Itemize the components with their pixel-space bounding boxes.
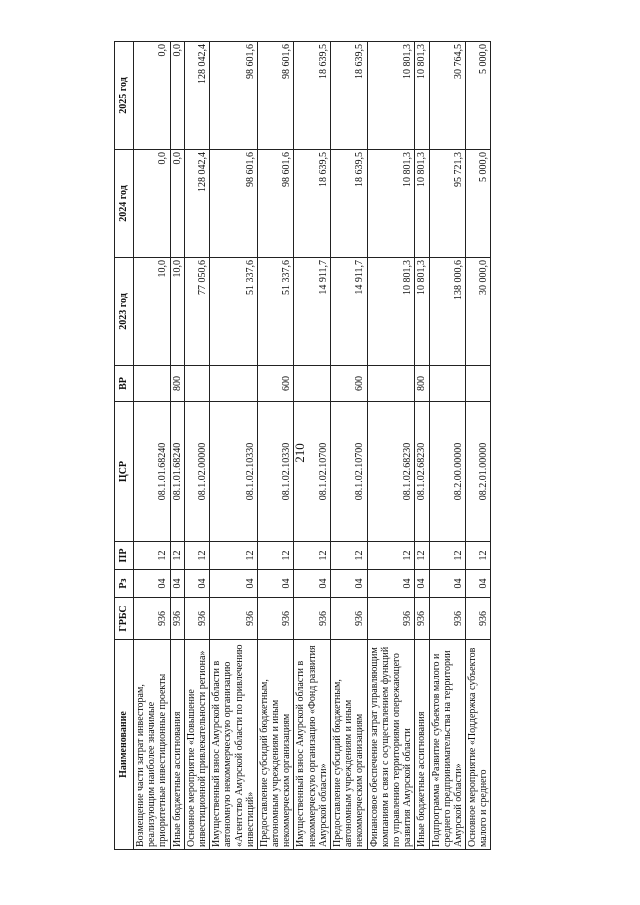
cell-2025: 98 601,6 (257, 42, 294, 150)
cell-rz: 04 (210, 570, 258, 598)
header-grbs: ГРБС (115, 598, 134, 640)
cell-2023: 10,0 (170, 258, 184, 366)
table-row (134, 42, 171, 850)
cell-vr: 600 (257, 366, 294, 402)
cell-2025: 10 801,3 (367, 42, 415, 150)
cell-2023: 10,0 (134, 258, 171, 366)
table-row (210, 42, 258, 850)
cell-pr: 12 (210, 542, 258, 570)
cell-name: Основное мероприятие «Повышение инвестиционной привлекательности региона» (184, 640, 209, 850)
rotated-table (114, 42, 490, 850)
cell-2025: 0,0 (134, 42, 171, 150)
header-2024: 2024 год (115, 150, 134, 258)
cell-2025: 0,0 (170, 42, 184, 150)
header-csr: ЦСР (115, 402, 134, 542)
cell-name: Предоставление субсидий бюджетным, автономным учреждениям и иным некоммерческим организациям (331, 640, 368, 850)
table-row (184, 42, 209, 850)
cell-2023: 30 000,0 (466, 258, 491, 366)
budget-table-container (114, 42, 490, 850)
header-rz: Рз (115, 570, 134, 598)
cell-2025: 5 000,0 (466, 42, 491, 150)
cell-grbs: 936 (367, 598, 415, 640)
cell-rz: 04 (134, 570, 171, 598)
cell-vr (184, 366, 209, 402)
cell-2025: 30 764,5 (429, 42, 466, 150)
page-number: 210 (292, 443, 307, 463)
table-row (257, 42, 294, 850)
cell-csr: 08.1.01.68240 (170, 402, 184, 542)
cell-rz: 04 (466, 570, 491, 598)
cell-pr: 12 (294, 542, 331, 570)
cell-2023: 138 000,6 (429, 258, 466, 366)
header-name: Наименование (115, 640, 134, 850)
cell-2024: 128 042,4 (184, 150, 209, 258)
cell-2025: 18 639,5 (294, 42, 331, 150)
cell-vr (429, 366, 466, 402)
cell-2023: 51 337,6 (257, 258, 294, 366)
cell-2024: 0,0 (134, 150, 171, 258)
cell-rz: 04 (184, 570, 209, 598)
cell-grbs: 936 (466, 598, 491, 640)
cell-csr: 08.1.02.10330 (257, 402, 294, 542)
cell-2024: 18 639,5 (294, 150, 331, 258)
cell-pr: 12 (257, 542, 294, 570)
cell-grbs: 936 (415, 598, 429, 640)
header-2025: 2025 год (115, 42, 134, 150)
cell-csr: 08.1.02.10700 (294, 402, 331, 542)
header-row (115, 42, 134, 850)
budget-table (114, 41, 491, 850)
cell-2023: 77 050,6 (184, 258, 209, 366)
cell-2024: 95 721,3 (429, 150, 466, 258)
table-row (170, 42, 184, 850)
cell-pr: 12 (429, 542, 466, 570)
cell-2024: 10 801,3 (415, 150, 429, 258)
cell-rz: 04 (331, 570, 368, 598)
cell-2024: 5 000,0 (466, 150, 491, 258)
cell-csr: 08.1.02.68230 (415, 402, 429, 542)
cell-vr: 600 (331, 366, 368, 402)
cell-csr: 08.1.01.68240 (134, 402, 171, 542)
cell-csr: 08.1.02.10330 (210, 402, 258, 542)
cell-name: Имущественный взнос Амурской области в некоммерческую организацию «Фонд развития Амурской области» (294, 640, 331, 850)
cell-2023: 14 911,7 (294, 258, 331, 366)
cell-vr: 800 (415, 366, 429, 402)
cell-name: Подпрограмма «Развитие субъектов малого и среднего предпринимательства на территории Амурской области» (429, 640, 466, 850)
table-row (367, 42, 415, 850)
cell-vr (294, 366, 331, 402)
cell-csr: 08.2.00.00000 (429, 402, 466, 542)
cell-pr: 12 (466, 542, 491, 570)
cell-vr (367, 366, 415, 402)
cell-vr: 800 (170, 366, 184, 402)
cell-pr: 12 (170, 542, 184, 570)
cell-2025: 18 639,5 (331, 42, 368, 150)
cell-2024: 98 601,6 (210, 150, 258, 258)
table-row (331, 42, 368, 850)
cell-grbs: 936 (134, 598, 171, 640)
table-row (466, 42, 491, 850)
cell-grbs: 936 (429, 598, 466, 640)
cell-vr (210, 366, 258, 402)
table-row (415, 42, 429, 850)
cell-pr: 12 (184, 542, 209, 570)
cell-2023: 10 801,3 (415, 258, 429, 366)
cell-grbs: 936 (257, 598, 294, 640)
header-vr: ВР (115, 366, 134, 402)
cell-2023: 14 911,7 (331, 258, 368, 366)
cell-pr: 12 (134, 542, 171, 570)
cell-csr: 08.1.02.10700 (331, 402, 368, 542)
cell-vr (466, 366, 491, 402)
cell-vr (134, 366, 171, 402)
cell-grbs: 936 (170, 598, 184, 640)
cell-rz: 04 (415, 570, 429, 598)
cell-grbs: 936 (184, 598, 209, 640)
cell-csr: 08.2.01.00000 (466, 402, 491, 542)
cell-2025: 128 042,4 (184, 42, 209, 150)
cell-rz: 04 (257, 570, 294, 598)
cell-2023: 10 801,3 (367, 258, 415, 366)
cell-rz: 04 (367, 570, 415, 598)
cell-rz: 04 (294, 570, 331, 598)
cell-2024: 98 601,6 (257, 150, 294, 258)
cell-rz: 04 (170, 570, 184, 598)
header-2023: 2023 год (115, 258, 134, 366)
header-pr: ПР (115, 542, 134, 570)
cell-name: Финансовое обеспечение затрат управляющим компаниям в связи с осуществлением функций по управлению территориями опережающего развития Амурской области (367, 640, 415, 850)
cell-2024: 18 639,5 (331, 150, 368, 258)
cell-2024: 0,0 (170, 150, 184, 258)
cell-name: Иные бюджетные ассигнования (170, 640, 184, 850)
cell-grbs: 936 (331, 598, 368, 640)
cell-name: Возмещение части затрат инвесторам, реализующим наиболее значимые приоритетные инвестиционные проекты (134, 640, 171, 850)
table-row (429, 42, 466, 850)
cell-grbs: 936 (210, 598, 258, 640)
table-row (294, 42, 331, 850)
cell-2023: 51 337,6 (210, 258, 258, 366)
cell-pr: 12 (367, 542, 415, 570)
cell-pr: 12 (331, 542, 368, 570)
cell-2025: 98 601,6 (210, 42, 258, 150)
cell-2024: 10 801,3 (367, 150, 415, 258)
cell-rz: 04 (429, 570, 466, 598)
cell-grbs: 936 (294, 598, 331, 640)
cell-name: Иные бюджетные ассигнования (415, 640, 429, 850)
cell-name: Имущественный взнос Амурской области в автономную некоммерческую организацию «Агентство Амурской области по привлечению инвестиций» (210, 640, 258, 850)
cell-name: Предоставление субсидий бюджетным, автономным учреждениям и иным некоммерческим организациям (257, 640, 294, 850)
cell-csr: 08.1.02.68230 (367, 402, 415, 542)
cell-pr: 12 (415, 542, 429, 570)
cell-name: Основное мероприятие «Поддержка субъектов малого и среднего (466, 640, 491, 850)
cell-2025: 10 801,3 (415, 42, 429, 150)
cell-csr: 08.1.02.00000 (184, 402, 209, 542)
